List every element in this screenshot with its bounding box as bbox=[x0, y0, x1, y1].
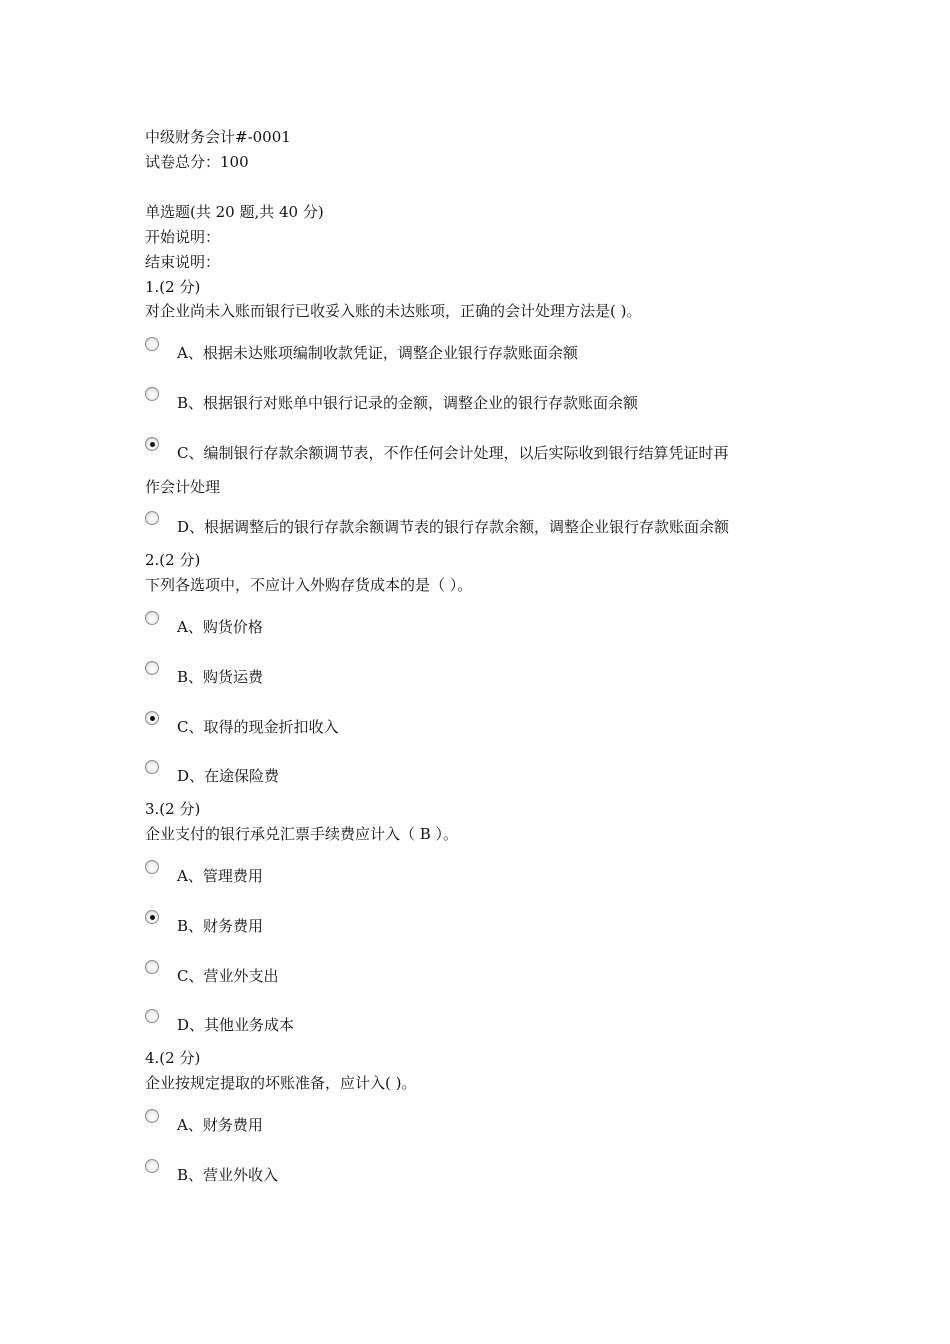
section-title: 单选题(共 20 题,共 40 分) bbox=[145, 203, 324, 221]
option-label: C、取得的现金折扣收入 bbox=[177, 718, 339, 736]
option-label: D、其他业务成本 bbox=[177, 1016, 295, 1034]
radio-button[interactable] bbox=[145, 1159, 159, 1173]
radio-button[interactable] bbox=[145, 661, 159, 675]
question-4-number: 4.(2 分) bbox=[145, 1049, 201, 1067]
option-label: D、在途保险费 bbox=[177, 767, 280, 785]
question-1-stem: 对企业尚未入账而银行已收妥入账的未达账项，正确的会计处理方法是( )。 bbox=[145, 302, 642, 320]
question-2-stem: 下列各选项中，不应计入外购存货成本的是（ ）。 bbox=[145, 576, 473, 594]
total-score: 试卷总分：100 bbox=[145, 153, 249, 171]
radio-button[interactable] bbox=[145, 387, 159, 401]
radio-button-selected[interactable] bbox=[145, 711, 159, 725]
option-label: A、财务费用 bbox=[177, 1116, 263, 1134]
option-label: A、根据未达账项编制收款凭证，调整企业银行存款账面余额 bbox=[177, 344, 578, 362]
exam-title: 中级财务会计#-0001 bbox=[145, 128, 291, 146]
question-3-stem: 企业支付的银行承兑汇票手续费应计入（ B ）。 bbox=[145, 825, 459, 843]
radio-button[interactable] bbox=[145, 960, 159, 974]
option-label: B、营业外收入 bbox=[177, 1166, 279, 1184]
question-1-number: 1.(2 分) bbox=[145, 278, 201, 296]
option-label: B、购货运费 bbox=[177, 668, 264, 686]
radio-button-selected[interactable] bbox=[145, 910, 159, 924]
option-label: C、编制银行存款余额调节表，不作任何会计处理，以后实际收到银行结算凭证时再 bbox=[177, 444, 729, 462]
option-label: A、管理费用 bbox=[177, 867, 263, 885]
option-label: C、营业外支出 bbox=[177, 967, 279, 985]
radio-button[interactable] bbox=[145, 611, 159, 625]
radio-button[interactable] bbox=[145, 860, 159, 874]
start-note: 开始说明： bbox=[145, 228, 221, 246]
radio-button[interactable] bbox=[145, 337, 159, 351]
option-label: A、购货价格 bbox=[177, 618, 263, 636]
radio-button[interactable] bbox=[145, 1109, 159, 1123]
radio-button[interactable] bbox=[145, 1009, 159, 1023]
end-note: 结束说明： bbox=[145, 253, 221, 271]
radio-button[interactable] bbox=[145, 760, 159, 774]
option-label: B、财务费用 bbox=[177, 917, 264, 935]
question-2-number: 2.(2 分) bbox=[145, 551, 201, 569]
question-4-stem: 企业按规定提取的坏账准备，应计入( )。 bbox=[145, 1074, 417, 1092]
option-label-continuation: 作会计处理 bbox=[145, 478, 221, 496]
question-3-number: 3.(2 分) bbox=[145, 800, 201, 818]
option-label: D、根据调整后的银行存款余额调节表的银行存款余额，调整企业银行存款账面余额 bbox=[177, 518, 730, 536]
radio-button-selected[interactable] bbox=[145, 437, 159, 451]
radio-button[interactable] bbox=[145, 511, 159, 525]
option-label: B、根据银行对账单中银行记录的金额，调整企业的银行存款账面余额 bbox=[177, 394, 639, 412]
